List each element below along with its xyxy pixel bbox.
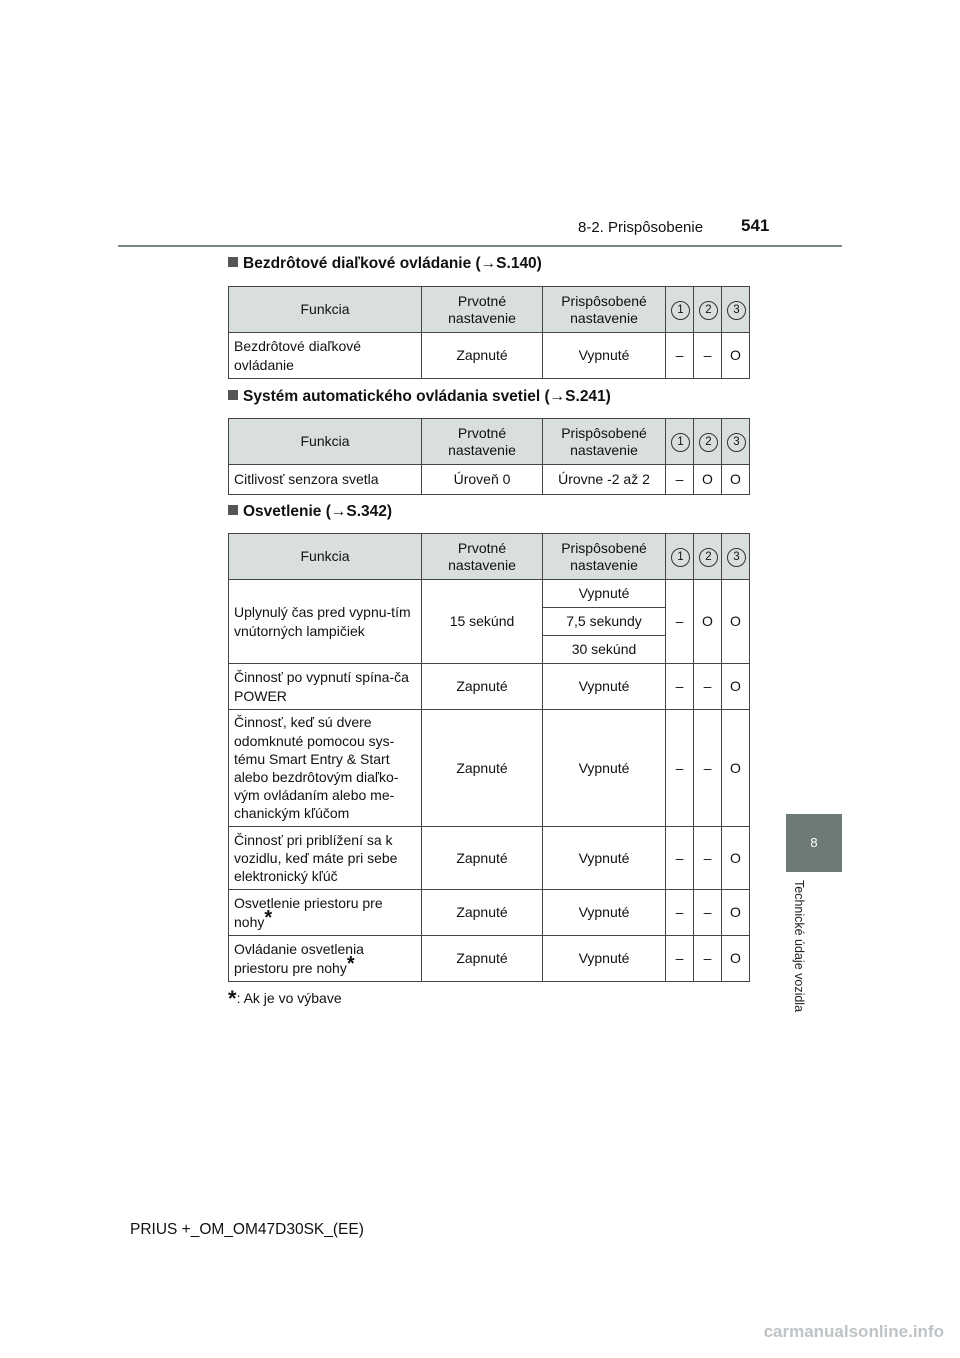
table-row: Citlivosť senzora svetla Úroveň 0 Úrovne -2 až 2 – O O <box>229 465 750 495</box>
bullet-square-icon <box>228 505 238 515</box>
col-initial: Prvotné nastavenie <box>422 287 543 333</box>
circled-three-icon: 3 <box>727 548 746 567</box>
col-custom: Prispôsobené nastavenie <box>543 287 666 333</box>
table-row: Činnosť pri priblížení sa k vozidlu, keď máte pri sebe elektronický kľúč Zapnuté Vypnuté – – O <box>229 827 750 890</box>
table-row: 7,5 sekundy <box>229 608 750 636</box>
circled-two-icon: 2 <box>699 433 718 452</box>
table-row: Ovládanie osvetlenia priestoru pre nohy* Zapnuté Vypnuté – – O <box>229 936 750 982</box>
col-function: Funkcia <box>229 287 422 333</box>
circled-three-icon: 3 <box>727 433 746 452</box>
table-row: Uplynulý čas pred vypnu-tím vnútorných lampičiek 15 sekúnd Vypnuté – O O <box>229 580 750 608</box>
col-mode-1 <box>666 287 694 333</box>
bullet-square-icon <box>228 390 238 400</box>
table-row: Činnosť, keď sú dvere odomknuté pomocou sys-tému Smart Entry & Start alebo bezdrôtovým diaľko-vým ovládaním alebo me-chanickým kľúčom Zapnuté Vypnuté – – O <box>229 710 750 827</box>
footnote: *: Ak je vo výbave <box>228 986 342 1011</box>
circled-one-icon: 1 <box>671 433 690 452</box>
section-heading-remote: Bezdrôtové diaľkové ovládanie (→S.140) <box>228 255 542 273</box>
circled-three-icon: 3 <box>727 301 746 320</box>
table-header-row: Funkcia Prvotné nastavenie Prispôsobené nastavenie 1 2 3 <box>229 419 750 465</box>
settings-table-auto-lights <box>228 418 750 495</box>
watermark: carmanualsonline.info <box>763 1322 944 1341</box>
table-row: Osvetlenie priestoru pre nohy* Zapnuté Vypnuté – – O <box>229 890 750 936</box>
circled-two-icon: 2 <box>699 301 718 320</box>
table-row: Bezdrôtové diaľkové ovládanie Zapnuté Vypnuté – – O <box>229 333 750 379</box>
circled-one-icon: 1 <box>671 301 690 320</box>
settings-table-illumination <box>228 533 750 982</box>
table-row: 30 sekúnd <box>229 636 750 664</box>
table-header-row <box>229 287 750 333</box>
page-number: 541 <box>741 216 770 235</box>
document-code: PRIUS +_OM_OM47D30SK_(EE) <box>130 1221 364 1238</box>
footnote-asterisk: * <box>346 952 355 975</box>
header-divider <box>118 245 842 247</box>
col-mode-3 <box>722 287 750 333</box>
chapter-tab: 8 <box>786 814 842 872</box>
table-header-row: Funkcia Prvotné nastavenie Prispôsobené nastavenie 1 2 3 <box>229 534 750 580</box>
chapter-label: Technické údaje vozidla <box>792 880 806 1013</box>
settings-table-remote <box>228 286 750 379</box>
circled-one-icon: 1 <box>671 548 690 567</box>
circled-two-icon: 2 <box>699 548 718 567</box>
table-row: Činnosť po vypnutí spína-ča POWER Zapnuté Vypnuté – – O <box>229 664 750 710</box>
section-heading-auto-lights: Systém automatického ovládania svetiel (→S.241) <box>228 388 611 406</box>
bullet-square-icon <box>228 257 238 267</box>
section-heading-illumination: Osvetlenie (→S.342) <box>228 503 392 521</box>
footnote-asterisk: * <box>264 906 273 929</box>
section-title: 8-2. Prispôsobenie <box>578 219 704 236</box>
col-mode-2 <box>694 287 722 333</box>
